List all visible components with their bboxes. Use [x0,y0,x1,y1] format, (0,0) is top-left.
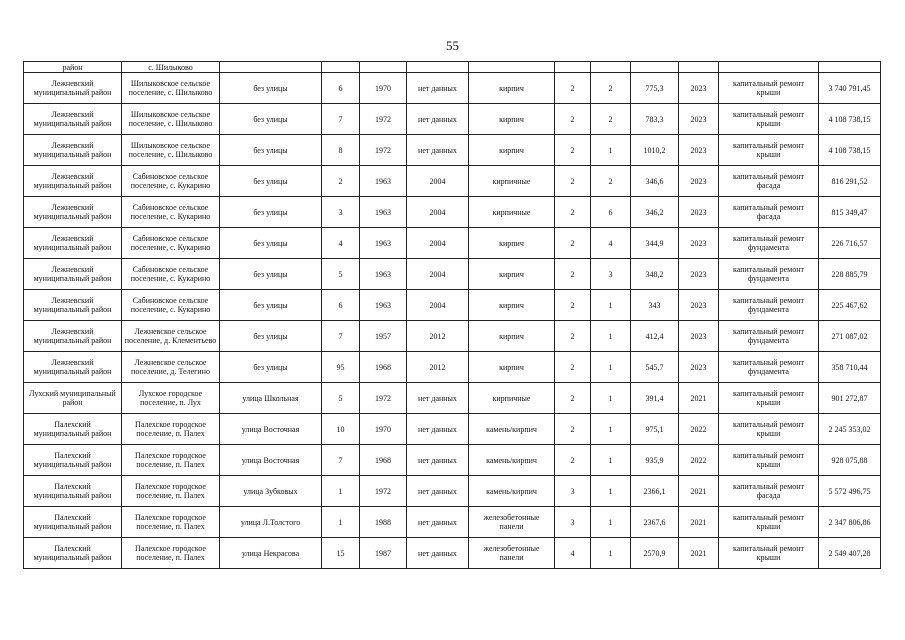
table-cell-year-built: 1957 [360,321,407,352]
table-cell-material: кирпич [469,135,555,166]
table-cell-cost: 816 291,52 [819,166,881,197]
table-cell-year-built: 1963 [360,259,407,290]
page-number: 55 [446,38,459,53]
table-cell-year-built: 1968 [360,352,407,383]
table-cell-work-type: капитальный ремонт фундамента [719,352,819,383]
table-cell-district: Лежневский муниципальный район [24,352,122,383]
table-cell: район [24,62,122,73]
table-cell [555,62,591,73]
table-cell-entrances: 4 [591,228,631,259]
table-cell-year-overhaul: нет данных [407,507,469,538]
table-cell-street: без улицы [220,259,322,290]
table-row [24,259,881,290]
table-cell-district: Лежневский муниципальный район [24,290,122,321]
table-cell-year-overhaul: нет данных [407,383,469,414]
table-row [24,414,881,445]
table-cell-work-type: капитальный ремонт крыши [719,507,819,538]
table-cell-work-year: 2023 [679,352,719,383]
table-cell-house: 4 [322,228,360,259]
table-cell-floors: 2 [555,414,591,445]
table-cell-material: кирпич [469,228,555,259]
table-row [24,197,881,228]
table-cell-entrances: 1 [591,538,631,569]
table-cell-settlement: Палехское городское поселение, п. Палех [122,538,220,569]
table-cell-work-year: 2023 [679,259,719,290]
table-cell-settlement: Сабиновское сельское поселение, с. Кукарино [122,259,220,290]
table-cell-year-built: 1963 [360,197,407,228]
table-cell-settlement: Палехское городское поселение, п. Палех [122,445,220,476]
table-cell-entrances: 1 [591,476,631,507]
table-cell-street: без улицы [220,73,322,104]
table-cell-street: улица Л.Толстого [220,507,322,538]
table-cell-street: без улицы [220,135,322,166]
table-cell-year-overhaul: нет данных [407,445,469,476]
table-cell-cost: 2 347 806,86 [819,507,881,538]
table-cell-settlement: Палехское городское поселение, п. Палех [122,507,220,538]
table-cell-work-type: капитальный ремонт крыши [719,104,819,135]
table-row [24,166,881,197]
table-cell-work-type: капитальный ремонт фундамента [719,290,819,321]
table-row [24,507,881,538]
table-cell [322,62,360,73]
table-cell [719,62,819,73]
table-row [24,476,881,507]
table-cell-district: Лежневский муниципальный район [24,166,122,197]
table-cell-floors: 2 [555,290,591,321]
table-cell-year-overhaul: 2004 [407,290,469,321]
table-cell-house: 7 [322,445,360,476]
table-cell-settlement: Шилыковское сельское поселение, с. Шилыково [122,104,220,135]
table-cell [591,62,631,73]
table-cell-work-type: капитальный ремонт фундамента [719,228,819,259]
table-cell-settlement: Палехское городское поселение, п. Палех [122,476,220,507]
table-cell-year-overhaul: нет данных [407,538,469,569]
table-cell-year-built: 1972 [360,135,407,166]
table-cell-house: 6 [322,73,360,104]
table-row [24,321,881,352]
table-cell-house: 10 [322,414,360,445]
table-cell-work-year: 2021 [679,476,719,507]
table-cell-area: 346,2 [631,197,679,228]
table-cell-entrances: 1 [591,352,631,383]
table-cell-work-year: 2022 [679,414,719,445]
table-cell-settlement: Сабиновское сельское поселение, с. Кукарино [122,228,220,259]
table-cell-work-year: 2023 [679,166,719,197]
table-cell-floors: 2 [555,197,591,228]
table-cell [819,62,881,73]
table-cell-year-built: 1972 [360,476,407,507]
table-row [24,445,881,476]
table-cell-house: 7 [322,321,360,352]
table-cell [407,62,469,73]
table-cell-cost: 4 108 738,15 [819,135,881,166]
table-cell-settlement: Лежневское сельское поселение, д. Телегино [122,352,220,383]
table-cell-cost: 815 349,47 [819,197,881,228]
table-cell-work-year: 2022 [679,445,719,476]
table-cell [679,62,719,73]
table-cell-floors: 2 [555,383,591,414]
table-cell-year-built: 1972 [360,383,407,414]
table-cell-material: кирпичные [469,383,555,414]
table-cell-entrances: 1 [591,135,631,166]
table-cell-work-year: 2021 [679,383,719,414]
table-cell-district: Палехский муниципальный район [24,414,122,445]
table-row [24,73,881,104]
table-cell-year-overhaul: 2004 [407,166,469,197]
table-cell-settlement: Лухское городское поселение, п. Лух [122,383,220,414]
table-cell-material: кирпич [469,321,555,352]
table-cell-house: 6 [322,290,360,321]
table-cell [220,62,322,73]
table-cell-district: Палехский муниципальный район [24,507,122,538]
table-cell-year-built: 1970 [360,73,407,104]
table-cell-house: 15 [322,538,360,569]
table-cell-cost: 901 272,87 [819,383,881,414]
table-cell-work-year: 2023 [679,197,719,228]
table-cell-area: 1010,2 [631,135,679,166]
table-cell-settlement: Палехское городское поселение, п. Палех [122,414,220,445]
table-cell-year-built: 1988 [360,507,407,538]
table-cell-work-type: капитальный ремонт фасада [719,476,819,507]
table-cell-cost: 5 572 496,75 [819,476,881,507]
table-cell-year-built: 1987 [360,538,407,569]
table-cell-street: улица Школьная [220,383,322,414]
table-cell-work-type: капитальный ремонт фасада [719,166,819,197]
table-cell-area: 412,4 [631,321,679,352]
table-cell-house: 1 [322,476,360,507]
table-cell-material: камень/кирпич [469,445,555,476]
table-cell-entrances: 1 [591,383,631,414]
table-cell-material: кирпич [469,73,555,104]
table-cell-entrances: 2 [591,104,631,135]
table-cell-material: кирпичные [469,166,555,197]
table-cell-year-built: 1970 [360,414,407,445]
table-row [24,62,881,73]
table-cell-area: 2366,1 [631,476,679,507]
table-cell-year-built: 1972 [360,104,407,135]
table-cell-street: без улицы [220,166,322,197]
table-cell-year-built: 1963 [360,166,407,197]
table-cell-district: Палехский муниципальный район [24,476,122,507]
table-cell-work-type: капитальный ремонт крыши [719,135,819,166]
table-cell-district: Палехский муниципальный район [24,445,122,476]
table-cell-street: улица Восточная [220,414,322,445]
table-cell-year-overhaul: нет данных [407,476,469,507]
table-cell-district: Лежневский муниципальный район [24,73,122,104]
table-cell-year-overhaul: нет данных [407,73,469,104]
table-row [24,104,881,135]
table-cell-material: камень/кирпич [469,414,555,445]
table-cell-entrances: 2 [591,73,631,104]
table-cell-street: без улицы [220,352,322,383]
table-cell-year-overhaul: 2004 [407,197,469,228]
table-cell-material: кирпичные [469,197,555,228]
table-cell-floors: 2 [555,166,591,197]
table-cell-floors: 2 [555,228,591,259]
table-cell-district: Лежневский муниципальный район [24,104,122,135]
table-cell-street: улица Зубковых [220,476,322,507]
table-cell-cost: 928 075,88 [819,445,881,476]
table-cell-entrances: 6 [591,197,631,228]
table-cell-material: кирпич [469,259,555,290]
table-cell-floors: 2 [555,445,591,476]
table-cell-year-overhaul: нет данных [407,414,469,445]
table-cell-floors: 3 [555,476,591,507]
table-cell-year-overhaul: нет данных [407,104,469,135]
table-cell-area: 344,9 [631,228,679,259]
table-cell-work-type: капитальный ремонт фундамента [719,259,819,290]
table-row [24,383,881,414]
table-cell-settlement: Лежневское сельское поселение, д. Клементьево [122,321,220,352]
table-cell-area: 346,6 [631,166,679,197]
table-cell-district: Лухский муниципальный район [24,383,122,414]
table-cell-district: Лежневский муниципальный район [24,321,122,352]
table-cell-year-built: 1963 [360,290,407,321]
table-row [24,290,881,321]
table-cell-settlement: Шилыковское сельское поселение, с. Шилыково [122,73,220,104]
table-cell-year-overhaul: нет данных [407,135,469,166]
table-cell-house: 5 [322,383,360,414]
table-cell-area: 343 [631,290,679,321]
table-cell-entrances: 1 [591,507,631,538]
table-cell-house: 3 [322,197,360,228]
table-cell-cost: 4 108 738,15 [819,104,881,135]
table-cell-material: кирпич [469,352,555,383]
table-cell-work-type: капитальный ремонт крыши [719,73,819,104]
table-cell-area: 935,9 [631,445,679,476]
table-row [24,135,881,166]
table-cell-year-overhaul: 2004 [407,259,469,290]
table-cell-floors: 4 [555,538,591,569]
table-cell-area: 783,3 [631,104,679,135]
table-cell-year-overhaul: 2012 [407,352,469,383]
table-cell-floors: 2 [555,352,591,383]
table-cell-work-type: капитальный ремонт крыши [719,414,819,445]
table-cell-work-year: 2023 [679,73,719,104]
table-cell-entrances: 1 [591,445,631,476]
table-cell-area: 2367,6 [631,507,679,538]
table-cell-area: 391,4 [631,383,679,414]
table-cell-district: Палехский муниципальный район [24,538,122,569]
table-cell-settlement: Шилыковское сельское поселение, с. Шилыково [122,135,220,166]
table-cell-street: без улицы [220,321,322,352]
table-cell-house: 2 [322,166,360,197]
table-cell-cost: 358 710,44 [819,352,881,383]
table-cell-district: Лежневский муниципальный район [24,228,122,259]
table-cell-street: без улицы [220,228,322,259]
table-cell-entrances: 2 [591,166,631,197]
table-cell-area: 545,7 [631,352,679,383]
table-cell: с. Шилыково [122,62,220,73]
table-cell-cost: 225 467,62 [819,290,881,321]
table-cell-street: без улицы [220,197,322,228]
table-cell-area: 2570,9 [631,538,679,569]
table-cell-year-built: 1963 [360,228,407,259]
table-row [24,228,881,259]
table-cell-district: Лежневский муниципальный район [24,135,122,166]
table-cell-work-year: 2023 [679,321,719,352]
table-cell-floors: 2 [555,135,591,166]
table-cell-house: 8 [322,135,360,166]
table-cell-material: камень/кирпич [469,476,555,507]
table-cell-settlement: Сабиновское сельское поселение, с. Кукарино [122,290,220,321]
table-cell-work-year: 2023 [679,290,719,321]
table-cell-work-year: 2023 [679,135,719,166]
table-cell-area: 348,2 [631,259,679,290]
table-cell-house: 7 [322,104,360,135]
table-cell-street: без улицы [220,290,322,321]
table-cell [469,62,555,73]
table-cell-work-type: капитальный ремонт крыши [719,538,819,569]
table-cell-house: 5 [322,259,360,290]
table-cell-work-type: капитальный ремонт крыши [719,383,819,414]
table-cell-district: Лежневский муниципальный район [24,259,122,290]
table-cell [360,62,407,73]
table-cell-work-type: капитальный ремонт фундамента [719,321,819,352]
table-cell-house: 1 [322,507,360,538]
table-cell-entrances: 1 [591,321,631,352]
table-cell-cost: 226 716,57 [819,228,881,259]
table-cell-material: железобетонные панели [469,538,555,569]
table-cell-year-overhaul: 2004 [407,228,469,259]
table-cell-year-overhaul: 2012 [407,321,469,352]
table-cell-material: кирпич [469,290,555,321]
table-cell-street: без улицы [220,104,322,135]
table-cell-area: 775,3 [631,73,679,104]
table-cell-work-type: капитальный ремонт фасада [719,197,819,228]
table-cell-area: 975,1 [631,414,679,445]
table-cell-house: 95 [322,352,360,383]
table-row [24,538,881,569]
table-row [24,352,881,383]
table-cell-district: Лежневский муниципальный район [24,197,122,228]
table-cell-settlement: Сабиновское сельское поселение, с. Кукарино [122,197,220,228]
table-cell-floors: 2 [555,73,591,104]
table-cell-work-year: 2023 [679,228,719,259]
table-cell-entrances: 3 [591,259,631,290]
table-cell-floors: 2 [555,321,591,352]
table-cell-street: улица Восточная [220,445,322,476]
table-cell-cost: 271 087,02 [819,321,881,352]
table-cell-floors: 3 [555,507,591,538]
table-cell [631,62,679,73]
table-cell-settlement: Сабиновское сельское поселение, с. Кукарино [122,166,220,197]
table-cell-cost: 3 740 791,45 [819,73,881,104]
table-cell-cost: 228 885,79 [819,259,881,290]
table-cell-material: железобетонные панели [469,507,555,538]
table-cell-floors: 2 [555,104,591,135]
table-cell-work-type: капитальный ремонт крыши [719,445,819,476]
table-cell-floors: 2 [555,259,591,290]
table-cell-material: кирпич [469,104,555,135]
table-cell-work-year: 2023 [679,104,719,135]
table-cell-cost: 2 549 407,28 [819,538,881,569]
table-cell-work-year: 2021 [679,507,719,538]
table-cell-year-built: 1968 [360,445,407,476]
table-cell-entrances: 1 [591,414,631,445]
table-cell-cost: 2 245 353,02 [819,414,881,445]
housing-register-table [23,61,881,569]
table-cell-street: улица Некрасова [220,538,322,569]
table-cell-entrances: 1 [591,290,631,321]
table-cell-work-year: 2021 [679,538,719,569]
